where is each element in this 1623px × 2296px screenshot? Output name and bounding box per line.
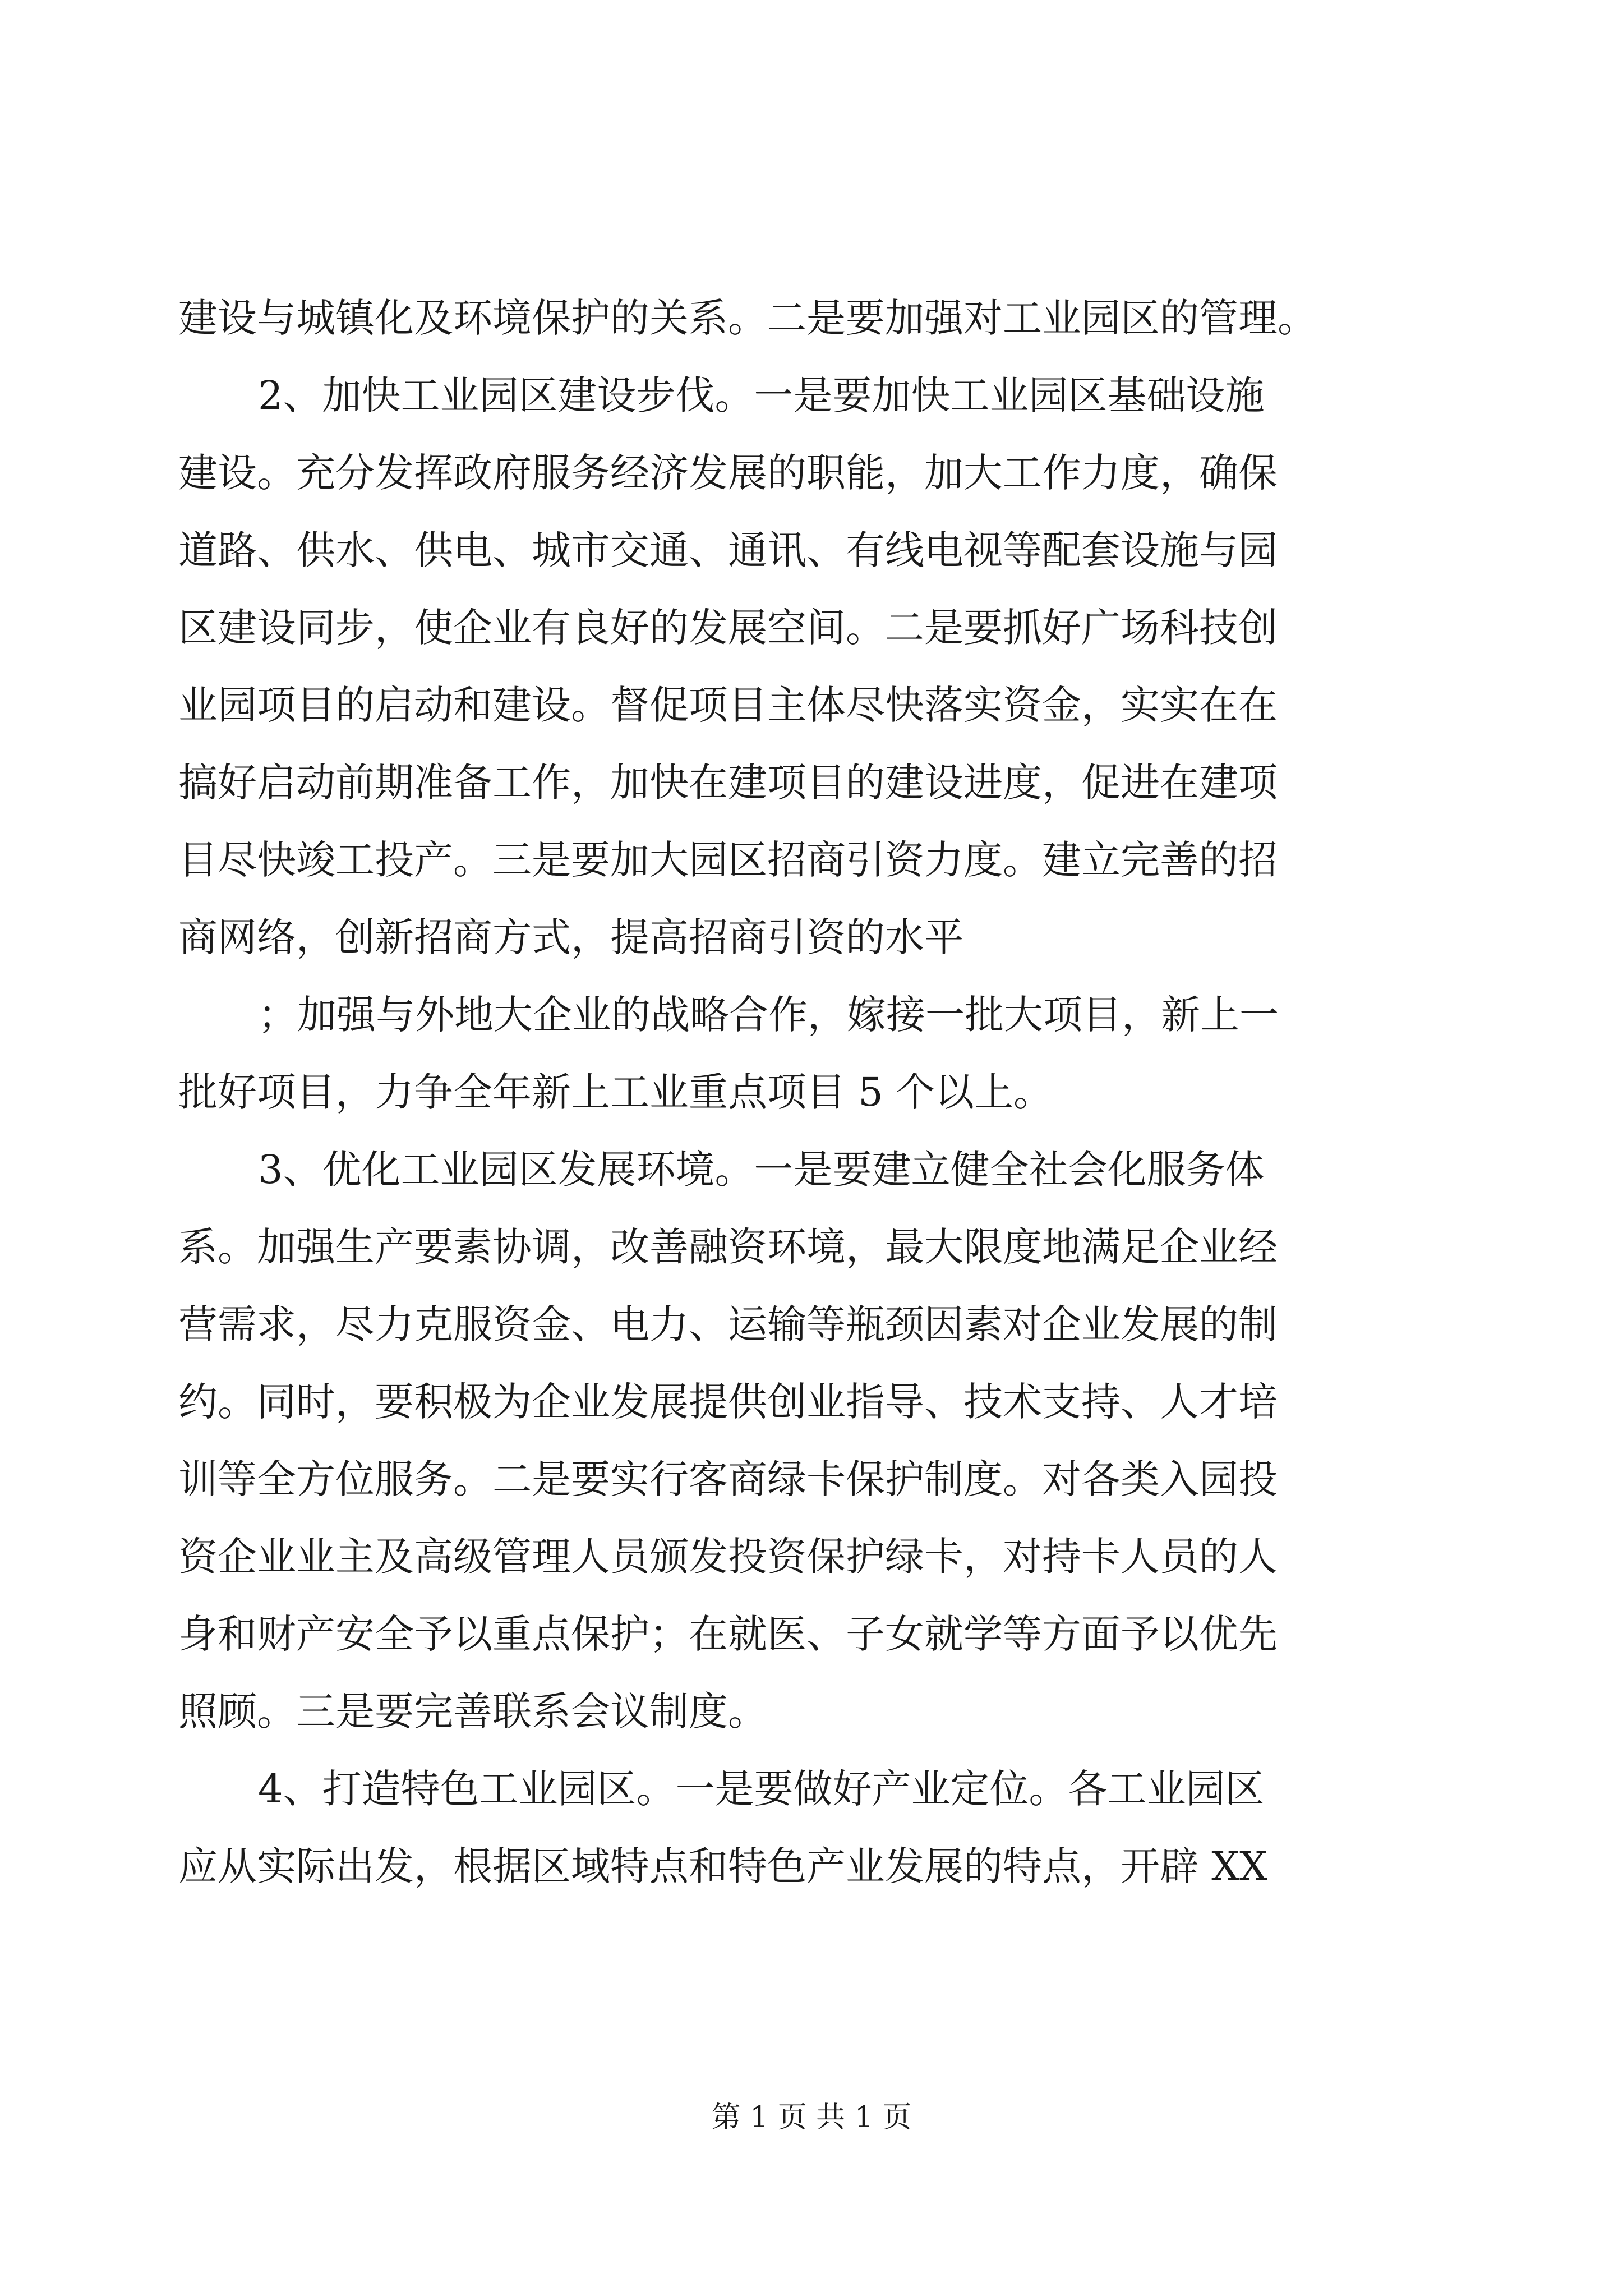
text-line: 营需求，尽力克服资金、电力、运输等瓶颈因素对企业发展的制: [178, 1301, 1278, 1347]
text-line: 4、打造特色工业园区。一是要做好产业定位。各工业园区: [258, 1766, 1265, 1812]
text-line: 搞好启动前期准备工作，加快在建项目的建设进度，促进在建项: [178, 760, 1278, 806]
page-footer: 第 1 页 共 1 页: [711, 2101, 912, 2134]
text-line: 身和财产安全予以重点保护；在就医、子女就学等方面予以优先: [178, 1611, 1278, 1657]
text-line: 照顾。三是要完善联系会议制度。: [178, 1688, 767, 1734]
text-line: 批好项目，力争全年新上工业重点项目 5 个以上。: [178, 1069, 1053, 1115]
text-line: 系。加强生产要素协调，改善融资环境，最大限度地满足企业经: [178, 1224, 1278, 1270]
text-line: ；加强与外地大企业的战略合作，嫁接一批大项目，新上一: [258, 992, 1279, 1038]
text-line: 区建设同步，使企业有良好的发展空间。二是要抓好广场科技创: [178, 605, 1278, 651]
text-line: 业园项目的启动和建设。督促项目主体尽快落实资金，实实在在: [178, 682, 1278, 728]
text-line: 应从实际出发，根据区域特点和特色产业发展的特点，开辟 XX: [178, 1843, 1267, 1889]
text-line: 商网络，创新招商方式，提高招商引资的水平: [178, 914, 963, 960]
text-line: 2、加快工业园区建设步伐。一是要加快工业园区基础设施: [258, 372, 1265, 418]
text-line: 道路、供水、供电、城市交通、通讯、有线电视等配套设施与园: [178, 527, 1278, 573]
text-line: 建设与城镇化及环境保护的关系。二是要加强对工业园区的管理。: [178, 295, 1317, 341]
text-line: 目尽快竣工投产。三是要加大园区招商引资力度。建立完善的招: [178, 837, 1278, 883]
text-line: 资企业业主及高级管理人员颁发投资保护绿卡，对持卡人员的人: [178, 1534, 1278, 1580]
text-line: 建设。充分发挥政府服务经济发展的职能，加大工作力度，确保: [178, 450, 1278, 496]
text-line: 训等全方位服务。二是要实行客商绿卡保护制度。对各类入园投: [178, 1456, 1278, 1502]
text-line: 3、优化工业园区发展环境。一是要建立健全社会化服务体: [258, 1147, 1265, 1193]
text-line: 约。同时，要积极为企业发展提供创业指导、技术支持、人才培: [178, 1379, 1278, 1425]
